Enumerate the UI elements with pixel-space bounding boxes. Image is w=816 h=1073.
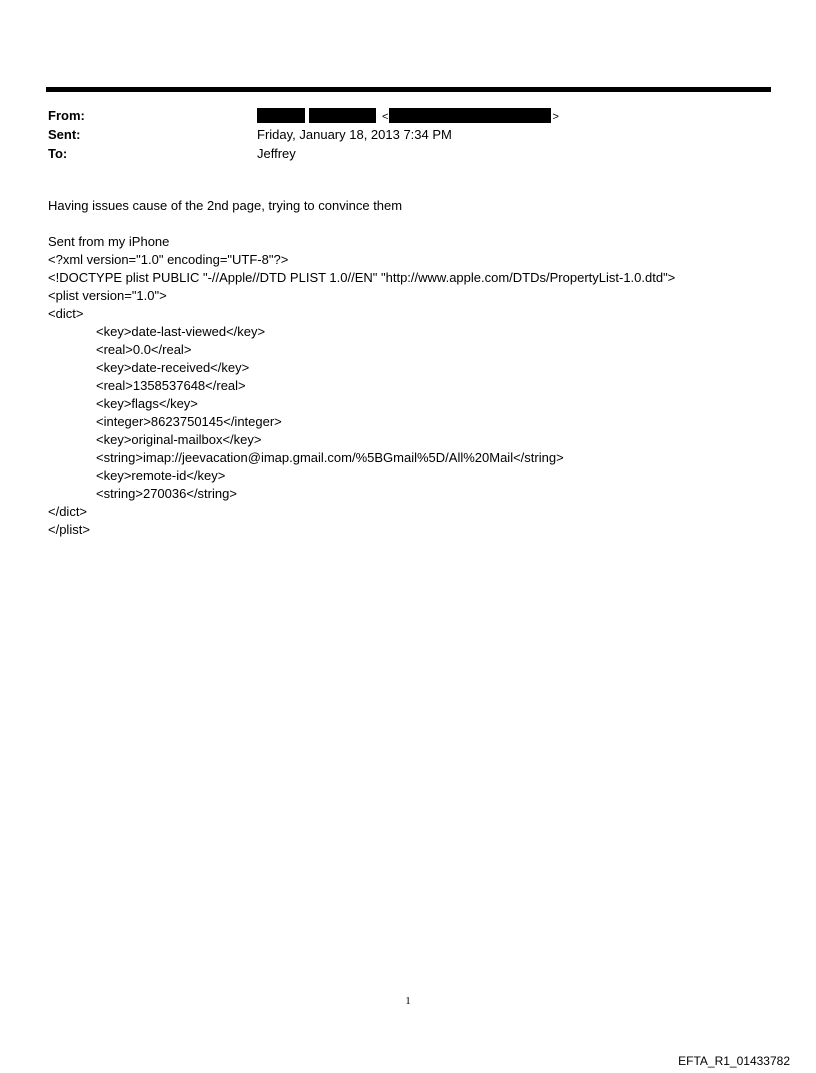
page-number: 1 (405, 995, 411, 1007)
from-open-bracket: < (382, 111, 389, 123)
xml-line: </dict> (48, 504, 88, 519)
xml-line: <string>270036</string> (96, 486, 237, 501)
from-close-bracket: > (552, 111, 559, 123)
header-divider (46, 87, 771, 92)
xml-line: <integer>8623750145</integer> (96, 414, 282, 429)
to-value: Jeffrey (257, 146, 296, 161)
redaction-box (257, 108, 305, 123)
signature-text: Sent from my iPhone (48, 234, 170, 249)
xml-line: <real>1358537648</real> (96, 378, 246, 393)
from-label: From: (48, 108, 85, 123)
redaction-box (389, 108, 551, 123)
bates-number: EFTA_R1_01433782 (678, 1054, 790, 1068)
xml-line: <key>remote-id</key> (96, 468, 226, 483)
xml-line: <dict> (48, 306, 84, 321)
sent-row (48, 125, 768, 144)
xml-line: <!DOCTYPE plist PUBLIC "-//Apple//DTD PLIST 1.0//EN" "http://www.apple.com/DTDs/PropertyList-1.0.dtd"> (48, 270, 676, 285)
redaction-box (309, 108, 376, 123)
message-text: Having issues cause of the 2nd page, trying to convince them (48, 198, 403, 213)
from-value (257, 106, 559, 127)
from-row (48, 106, 768, 125)
to-label: To: (48, 146, 68, 161)
xml-line: <key>date-received</key> (96, 360, 250, 375)
sent-value: Friday, January 18, 2013 7:34 PM (257, 127, 452, 142)
xml-line: <plist version="1.0"> (48, 288, 167, 303)
sent-label: Sent: (48, 127, 81, 142)
xml-line: </plist> (48, 522, 90, 537)
xml-line: <key>date-last-viewed</key> (96, 324, 266, 339)
email-body (48, 197, 788, 539)
xml-line: <key>original-mailbox</key> (96, 432, 262, 447)
email-header (48, 106, 768, 163)
xml-line: <key>flags</key> (96, 396, 198, 411)
xml-line: <real>0.0</real> (96, 342, 192, 357)
spacer (48, 215, 788, 233)
xml-line: <?xml version="1.0" encoding="UTF-8"?> (48, 252, 289, 267)
xml-line: <string>imap://jeevacation@imap.gmail.com/%5BGmail%5D/All%20Mail</string> (96, 450, 564, 465)
to-row (48, 144, 768, 163)
